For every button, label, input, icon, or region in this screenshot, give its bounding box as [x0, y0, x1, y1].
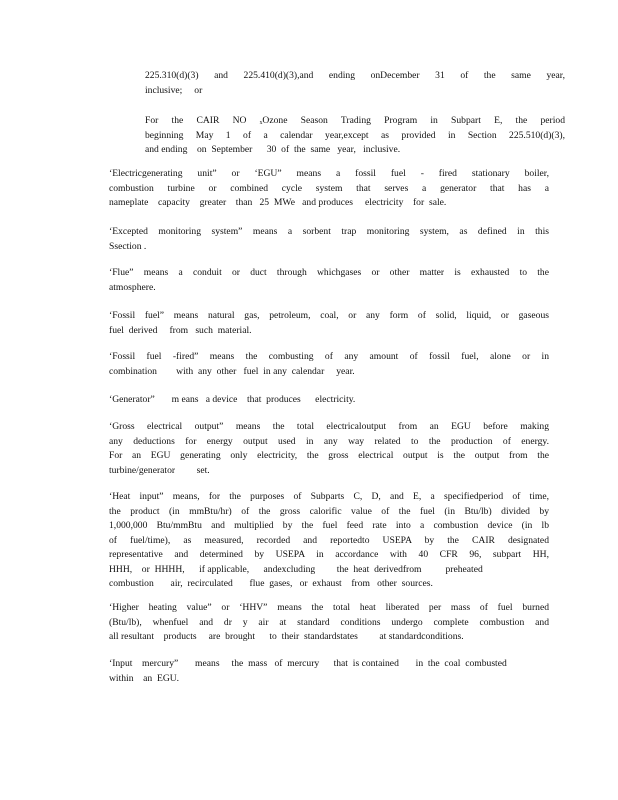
text-line: (Btu/lb), whenfuel and dr y air at standard conditions undergo complete combustion and [109, 616, 549, 628]
text-line: ‘Flue” means a conduit or duct through whichgases or other matter is exhausted to the [109, 267, 549, 278]
text-line: ‘Heat input” means, for the purposes of Subparts C, D, and E, a specifiedperiod of time, [109, 491, 549, 502]
text-line: ‘Electricgenerating unit” or ‘EGU” means a fossil fuel - fired stationary boiler, [109, 168, 549, 179]
text-line: nameplate capacity greater than 25 MWe and produces electricity for sale. [109, 197, 447, 208]
text-line: atmosphere. [109, 281, 156, 293]
text-line: For an EGU generating only electricity, the gross electrical output is the output from the [109, 450, 549, 461]
text-line: HHH, or HHHH, if applicable, andexcluding the heat derivedfrom preheated [109, 563, 483, 575]
text-line: 1,000,000 Btu/mmBtu and multiplied by the fuel feed rate into a combustion device (in lb [109, 520, 549, 531]
paragraph-cair-nox-ozone-period [145, 114, 565, 158]
text-line: ‘Excepted monitoring system” means a sorbent trap monitoring system, as defined in this [109, 226, 549, 237]
text-line: ‘Fossil fuel -fired” means the combusting of any amount of fossil fuel, alone or in [109, 351, 549, 362]
text-line: ‘Higher heating value” or ‘HHV” means the total heat liberated per mass of fuel burned [109, 602, 549, 613]
text-line: For the CAIR NO ₓOzone Season Trading Program in Subpart E, the period [145, 115, 565, 126]
text-line: the product (in mmBtu/hr) of the gross calorific value of the fuel (in Btu/lb) divided by [109, 505, 549, 517]
text-line: representative and determined by USEPA in accordance with 40 CFR 96, subpart HH, [109, 549, 549, 560]
text-line: 225.310(d)(3) and 225.410(d)(3),and ending onDecember 31 of the same year, [145, 70, 565, 81]
definition-heat-input [109, 490, 549, 592]
text-line: and ending on September 30 of the same year, inclusive. [145, 144, 401, 155]
text-line: any deductions for energy output used in any way related to the production of energy. [109, 435, 549, 447]
text-line: combination with any other fuel in any calendar year. [109, 365, 355, 377]
definition-higher-heating-value [109, 601, 549, 645]
text-line: inclusive; or [145, 84, 203, 96]
definition-generator [109, 393, 549, 408]
definition-fossil-fuel [109, 309, 549, 338]
text-line: of fuel/time), as measured, recorded and reportedto USEPA by the CAIR designated [109, 534, 549, 546]
text-line: all resultant products are brought to their standardstates at standardconditions. [109, 631, 464, 642]
text-line: beginning May 1 of a calendar year,except as provided in Section 225.510(d)(3), [145, 129, 565, 141]
text-line: ‘Fossil fuel” means natural gas, petroleum, coal, or any form of solid, liquid, or gaseous [109, 310, 549, 321]
text-line: turbine/generator set. [109, 464, 210, 476]
paragraph-period-continuation [145, 69, 565, 98]
text-line: combustion air, recirculated flue gases, or exhaust from other sources. [109, 578, 433, 589]
text-line: ‘Gross electrical output” means the total electricaloutput from an EGU before making [109, 421, 549, 432]
text-line: Ssection . [109, 240, 147, 252]
definition-flue [109, 266, 549, 295]
text-line: ‘Input mercury” means the mass of mercury that is contained in the coal combusted [109, 658, 507, 669]
definition-excepted-monitoring-system [109, 225, 549, 254]
definition-gross-electrical-output [109, 420, 549, 478]
text-line: within an EGU. [109, 672, 180, 684]
text-line: combustion turbine or combined cycle system that serves a generator that has a [109, 182, 549, 194]
definition-fossil-fuel-fired [109, 350, 549, 379]
text-line: fuel derived from such material. [109, 324, 252, 336]
text-line: ‘Generator” m eans a device that produces electricity. [109, 394, 356, 405]
definition-electric-generating-unit [109, 167, 549, 211]
definition-input-mercury [109, 657, 549, 686]
